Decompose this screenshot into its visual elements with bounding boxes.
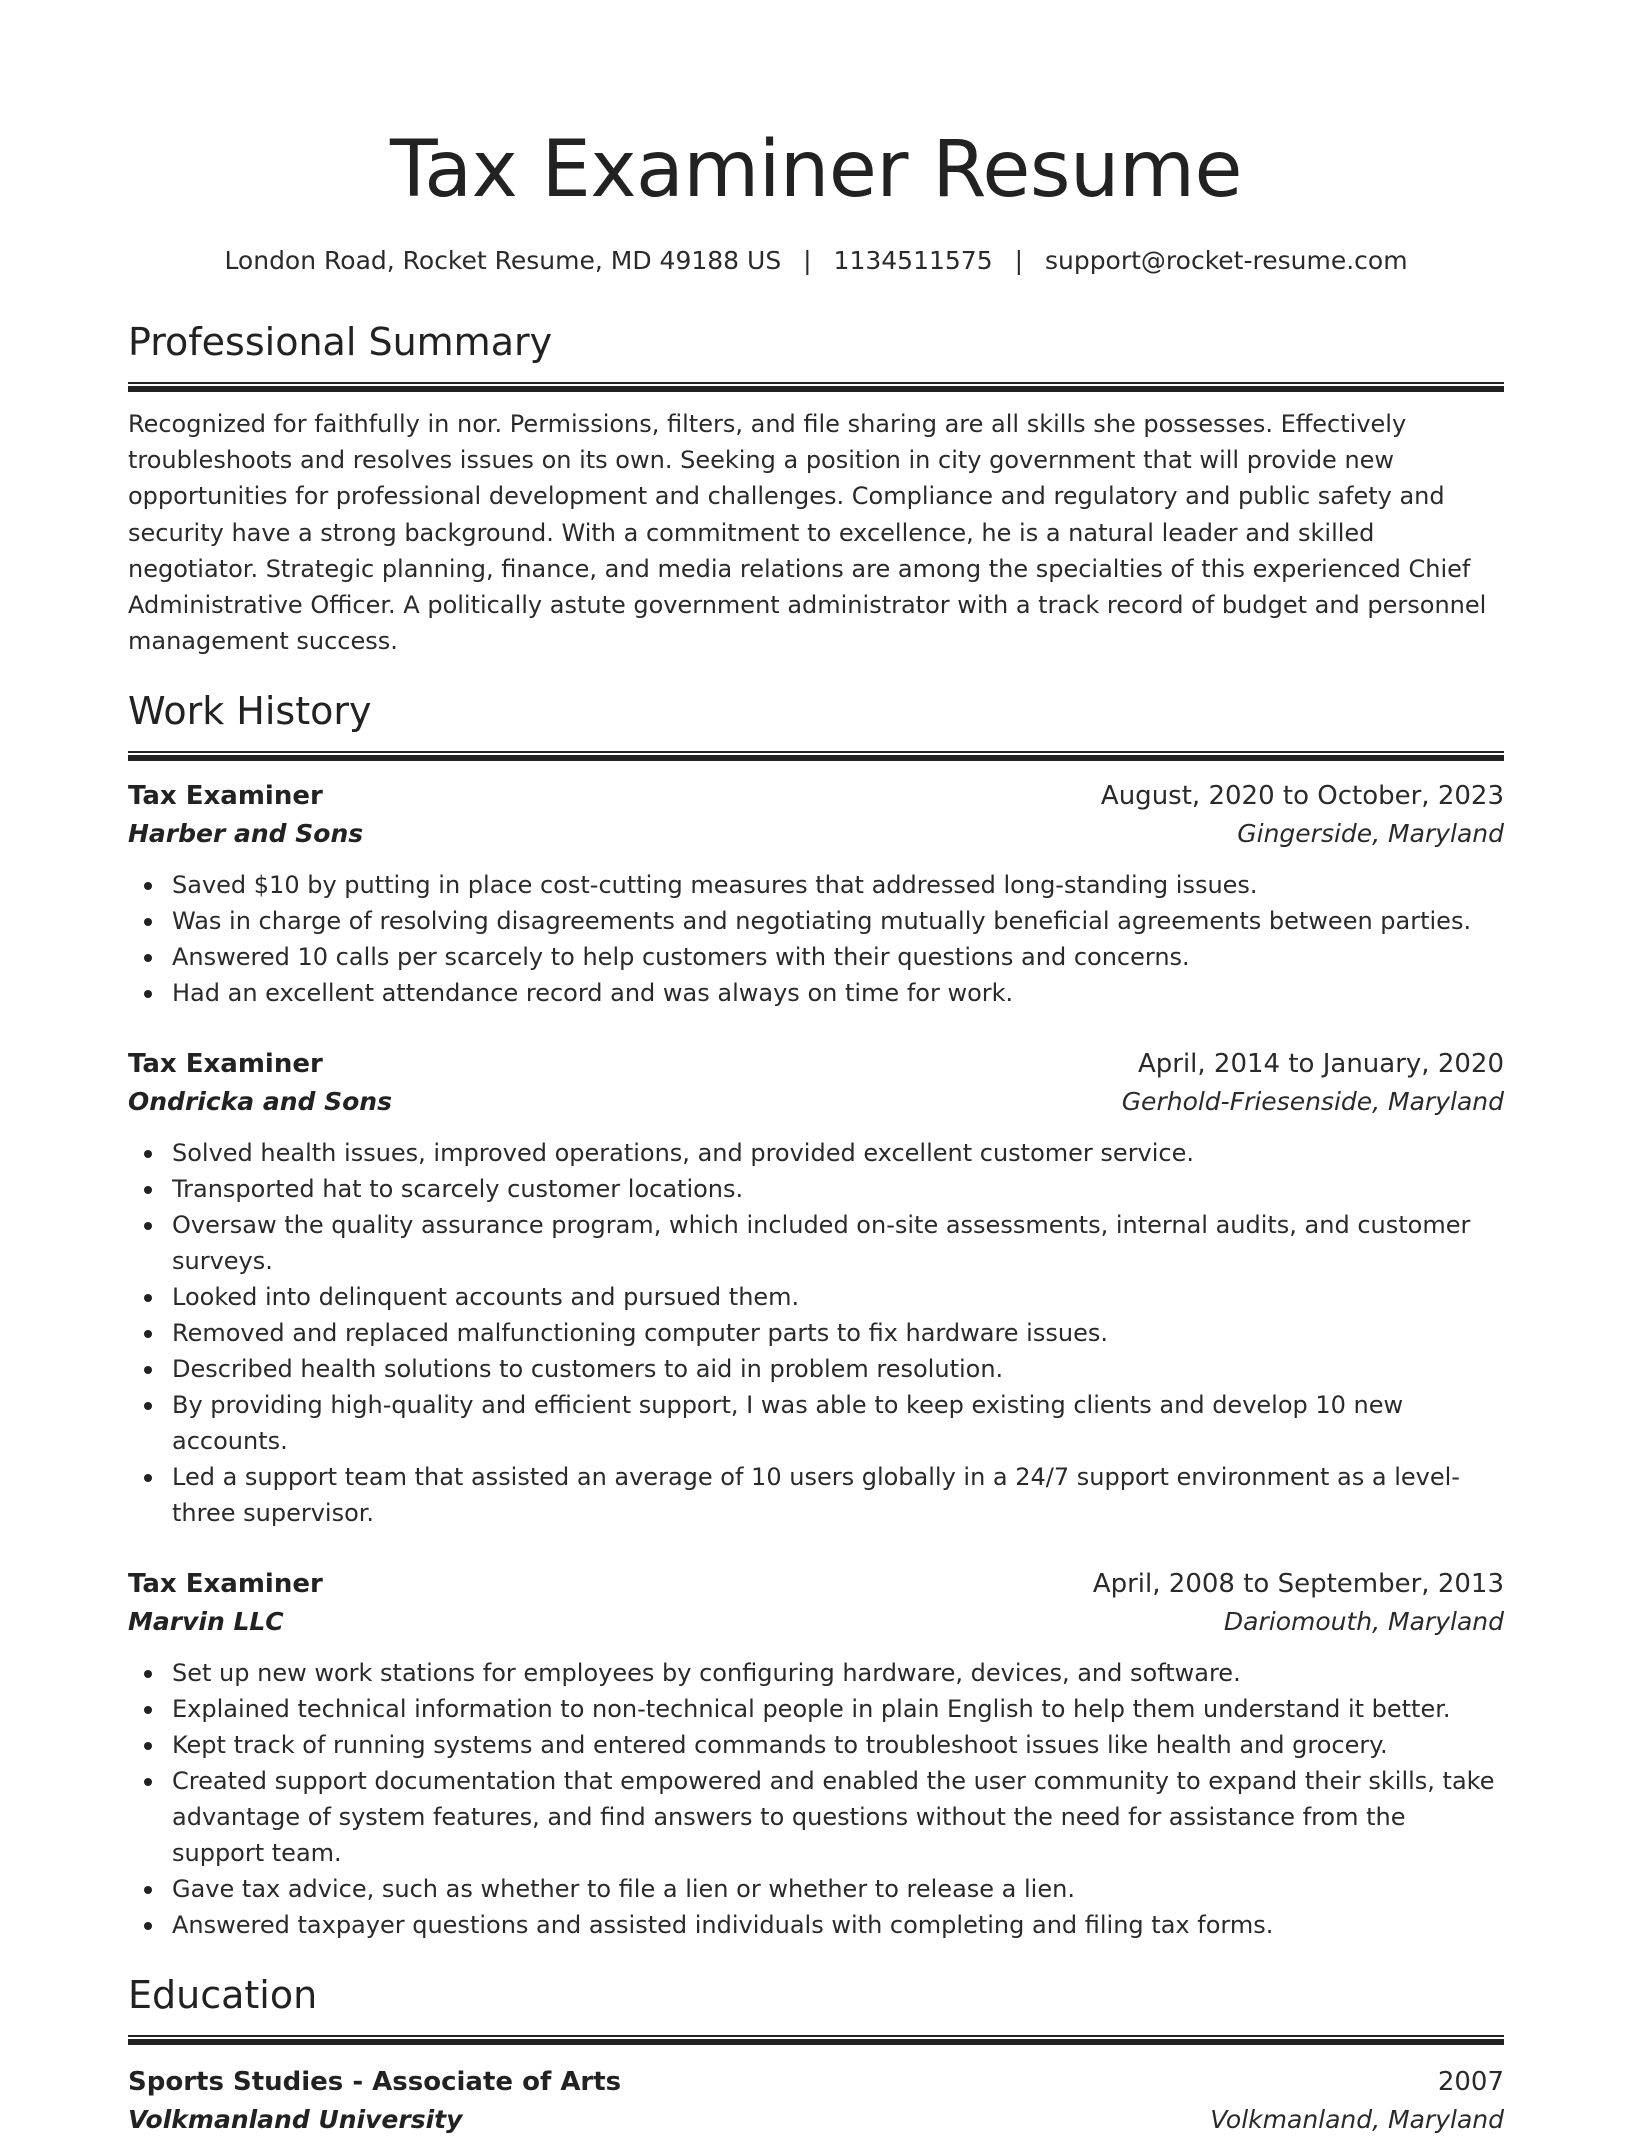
- graduation-year: 2007: [1437, 2067, 1504, 2098]
- degree-title: Sports Studies - Associate of Arts: [128, 2067, 622, 2098]
- resume-header: [128, 0, 1504, 278]
- section-heading: Professional Summary: [128, 320, 553, 364]
- document-title: Tax Examiner Resume: [390, 125, 1242, 215]
- school-name: Volkmanland University: [128, 2105, 463, 2135]
- job-bullets: [128, 1655, 1504, 1943]
- bullet-item: By providing high-quality and efficient support, I was able to keep existing clients and develop 10 new accounts.: [128, 1387, 1504, 1459]
- bullet-item: Saved $10 by putting in place cost-cutting measures that addressed long-standing issues.: [128, 867, 1504, 903]
- education-header-row: [128, 2063, 1504, 2101]
- contact-separator: |: [1014, 246, 1023, 275]
- job-entry: [128, 1565, 1504, 1943]
- bullet-item: Gave tax advice, such as whether to file a lien or whether to release a lien.: [128, 1871, 1504, 1907]
- bullet-item: Solved health issues, improved operations, and provided excellent customer service.: [128, 1135, 1504, 1171]
- education-school-row: [128, 2101, 1504, 2139]
- job-title: Tax Examiner: [128, 1049, 323, 1080]
- job-location: Gerhold-Friesenside, Maryland: [1121, 1087, 1504, 1117]
- section-divider: [128, 382, 1504, 392]
- summary-text: Recognized for faithfully in nor. Permissions, filters, and file sharing are all skills she possesses. Effectively troubleshoots and resolves issues on its own. Seeking a position in city government that will provide new opportunities for professional development and challenges. Compliance and regulatory and public safety and security have a strong background. With a commitment to excellence, he is a natural leader and skilled negotiator. Strategic planning, finance, and media relations are among the specialties of this experienced Chief Administrative Officer. A politically astute government administrator with a track record of budget and personnel management success.: [128, 410, 1487, 656]
- job-dates: August, 2020 to October, 2023: [1100, 781, 1504, 812]
- bullet-item: Looked into delinquent accounts and pursued them.: [128, 1279, 1504, 1315]
- bullet-item: Described health solutions to customers to aid in problem resolution.: [128, 1351, 1504, 1387]
- job-header-row: [128, 777, 1504, 815]
- bullet-item: Answered 10 calls per scarcely to help customers with their questions and concerns.: [128, 939, 1504, 975]
- job-header-row: [128, 1565, 1504, 1603]
- job-company-row: [128, 1083, 1504, 1121]
- job-location: Gingerside, Maryland: [1237, 819, 1504, 849]
- bullet-item: Kept track of running systems and entered commands to troubleshoot issues like health and grocery.: [128, 1727, 1504, 1763]
- job-company: Harber and Sons: [128, 819, 364, 849]
- contact-phone: 1134511575: [833, 246, 993, 275]
- contact-separator: |: [803, 246, 812, 275]
- bullet-item: Had an excellent attendance record and was always on time for work.: [128, 975, 1504, 1011]
- job-bullets: [128, 867, 1504, 1011]
- job-company: Ondricka and Sons: [128, 1087, 392, 1117]
- job-company: Marvin LLC: [128, 1607, 284, 1637]
- bullet-item: Removed and replaced malfunctioning computer parts to fix hardware issues.: [128, 1315, 1504, 1351]
- bullet-item: Led a support team that assisted an average of 10 users globally in a 24/7 support environment as a level-three supervisor.: [128, 1459, 1504, 1531]
- bullet-item: Transported hat to scarcely customer locations.: [128, 1171, 1504, 1207]
- work-history-section: [128, 685, 1504, 1943]
- school-location: Volkmanland, Maryland: [1210, 2105, 1504, 2135]
- section-divider: [128, 751, 1504, 761]
- job-company-row: [128, 815, 1504, 853]
- bullet-item: Created support documentation that empowered and enabled the user community to expand their skills, take advantage of system features, and find answers to questions without the need for assistance from the support team.: [128, 1763, 1504, 1871]
- section-heading: Work History: [128, 689, 372, 734]
- contact-address: London Road, Rocket Resume, MD 49188 US: [224, 246, 782, 275]
- bullet-item: Oversaw the quality assurance program, which included on-site assessments, internal audits, and customer surveys.: [128, 1207, 1504, 1279]
- bullet-item: Set up new work stations for employees by configuring hardware, devices, and software.: [128, 1655, 1504, 1691]
- job-company-row: [128, 1603, 1504, 1641]
- job-title: Tax Examiner: [128, 1569, 323, 1600]
- contact-line: [128, 244, 1504, 278]
- education-section: [128, 1969, 1504, 2139]
- job-bullets: [128, 1135, 1504, 1531]
- bullet-item: Was in charge of resolving disagreements and negotiating mutually beneficial agreements between parties.: [128, 903, 1504, 939]
- bullet-item: Explained technical information to non-technical people in plain English to help them understand it better.: [128, 1691, 1504, 1727]
- section-divider: [128, 2035, 1504, 2045]
- job-location: Dariomouth, Maryland: [1223, 1607, 1504, 1637]
- job-title: Tax Examiner: [128, 781, 323, 812]
- section-heading: Education: [128, 1973, 318, 2018]
- education-entry: [128, 2063, 1504, 2139]
- job-header-row: [128, 1045, 1504, 1083]
- job-entry: [128, 777, 1504, 1011]
- job-dates: April, 2008 to September, 2013: [1092, 1569, 1504, 1600]
- bullet-item: Answered taxpayer questions and assisted individuals with completing and filing tax forms.: [128, 1907, 1504, 1943]
- professional-summary-section: [128, 316, 1504, 659]
- job-dates: April, 2014 to January, 2020: [1137, 1049, 1504, 1080]
- contact-email: support@rocket-resume.com: [1044, 246, 1408, 275]
- job-entry: [128, 1045, 1504, 1531]
